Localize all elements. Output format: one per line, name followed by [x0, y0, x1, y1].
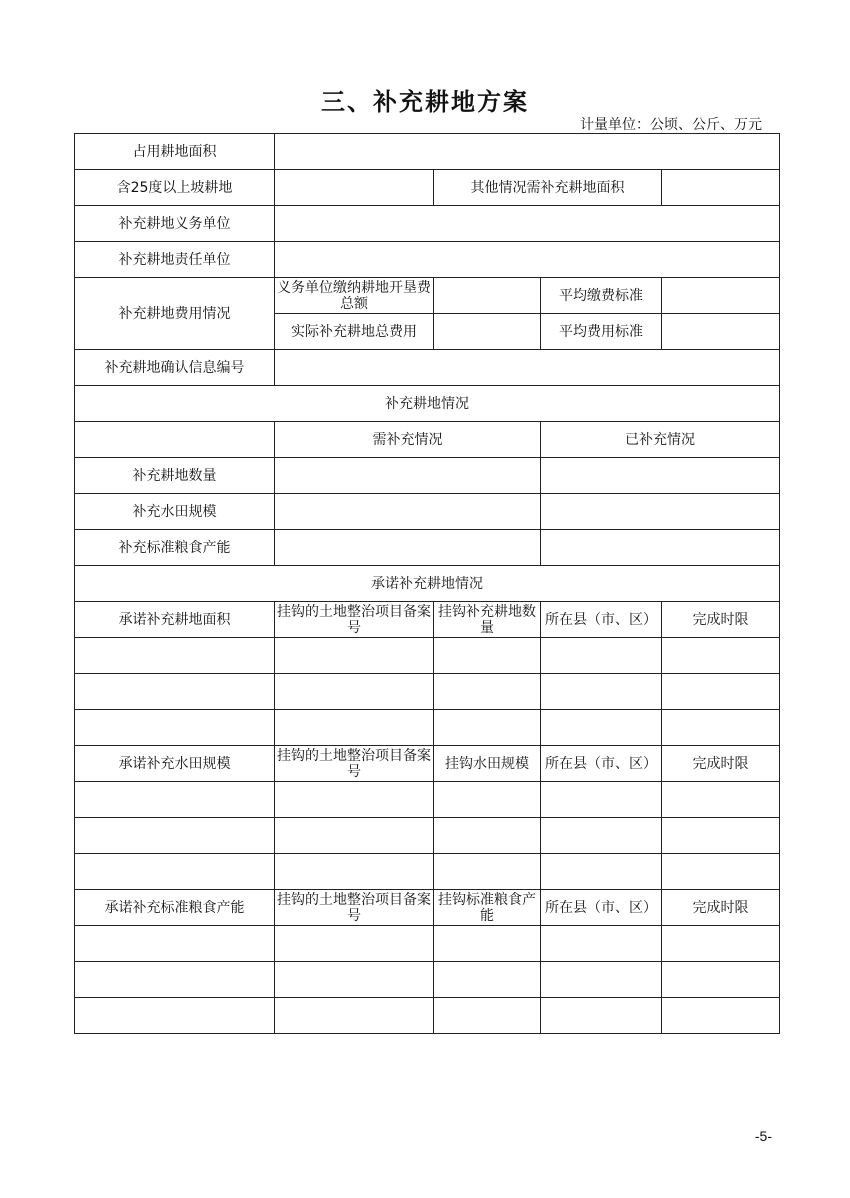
commit-paddy-col-county: 所在县（市、区）: [541, 746, 662, 782]
cell[interactable]: [662, 674, 780, 710]
cell[interactable]: [275, 674, 434, 710]
cell[interactable]: [434, 818, 541, 854]
cell[interactable]: [662, 638, 780, 674]
field-confirmation-code[interactable]: [275, 350, 780, 386]
cell[interactable]: [541, 926, 662, 962]
cell[interactable]: [541, 962, 662, 998]
commit-paddy-col-label: 承诺补充水田规模: [75, 746, 275, 782]
commit-grain-col-amount: 挂钩标准粮食产能: [434, 890, 541, 926]
label-actual-total-cost: 实际补充耕地总费用: [275, 314, 434, 350]
table-row: [75, 854, 780, 890]
cell[interactable]: [541, 998, 662, 1034]
field-avg-payment-standard[interactable]: [662, 278, 780, 314]
label-slope-over-25: 含25度以上坡耕地: [75, 170, 275, 206]
label-grain-capacity: 补充标准粮食产能: [75, 530, 275, 566]
label-supplement-quantity: 补充耕地数量: [75, 458, 275, 494]
label-responsible-unit: 补充耕地责任单位: [75, 242, 275, 278]
label-occupied-area: 占用耕地面积: [75, 134, 275, 170]
cell[interactable]: [275, 818, 434, 854]
commit-area-col-label: 承诺补充耕地面积: [75, 602, 275, 638]
commit-grain-col-project: 挂钩的土地整治项目备案号: [275, 890, 434, 926]
supplement-header-required: 需补充情况: [275, 422, 541, 458]
cell[interactable]: [541, 638, 662, 674]
cell[interactable]: [75, 710, 275, 746]
unit-note: 计量单位：公顷、公斤、万元: [580, 117, 762, 133]
cell[interactable]: [275, 854, 434, 890]
table-row: [75, 818, 780, 854]
field-paddy-completed[interactable]: [541, 494, 780, 530]
cell[interactable]: [662, 782, 780, 818]
cell[interactable]: [75, 854, 275, 890]
cell[interactable]: [275, 962, 434, 998]
cell[interactable]: [541, 710, 662, 746]
commitment-header-row-grain: [75, 890, 780, 926]
table-row: [75, 926, 780, 962]
cell[interactable]: [434, 782, 541, 818]
cell[interactable]: [434, 674, 541, 710]
commit-grain-col-county: 所在县（市、区）: [541, 890, 662, 926]
field-quantity-required[interactable]: [275, 458, 541, 494]
commitment-header-row-area: [75, 602, 780, 638]
field-paddy-required[interactable]: [275, 494, 541, 530]
table-row: [75, 782, 780, 818]
cell[interactable]: [662, 962, 780, 998]
field-reclamation-fee-total[interactable]: [434, 278, 541, 314]
cell[interactable]: [75, 818, 275, 854]
table-row: [75, 962, 780, 998]
field-avg-cost-standard[interactable]: [662, 314, 780, 350]
field-other-supplement-area[interactable]: [662, 170, 780, 206]
cell[interactable]: [75, 998, 275, 1034]
cell[interactable]: [541, 782, 662, 818]
label-paddy-scale: 补充水田规模: [75, 494, 275, 530]
cell[interactable]: [275, 926, 434, 962]
field-grain-completed[interactable]: [541, 530, 780, 566]
cell[interactable]: [275, 998, 434, 1034]
cell[interactable]: [275, 782, 434, 818]
label-reclamation-fee-total: 义务单位缴纳耕地开垦费总额: [275, 278, 434, 314]
commit-grain-col-deadline: 完成时限: [662, 890, 780, 926]
section-heading-supplement: 补充耕地情况: [75, 386, 780, 422]
cell[interactable]: [662, 710, 780, 746]
page-title: 三、补充耕地方案: [321, 88, 529, 116]
cell[interactable]: [434, 854, 541, 890]
commit-grain-col-label: 承诺补充标准粮食产能: [75, 890, 275, 926]
label-confirmation-code: 补充耕地确认信息编号: [75, 350, 275, 386]
field-occupied-area[interactable]: [275, 134, 780, 170]
field-quantity-completed[interactable]: [541, 458, 780, 494]
cell[interactable]: [275, 638, 434, 674]
field-slope-over-25[interactable]: [275, 170, 434, 206]
cell[interactable]: [434, 710, 541, 746]
supplement-header-blank: [75, 422, 275, 458]
table-row: [75, 998, 780, 1034]
field-actual-total-cost[interactable]: [434, 314, 541, 350]
field-obligation-unit[interactable]: [275, 206, 780, 242]
commit-area-col-amount: 挂钩补充耕地数量: [434, 602, 541, 638]
label-avg-payment-standard: 平均缴费标准: [541, 278, 662, 314]
label-obligation-unit: 补充耕地义务单位: [75, 206, 275, 242]
commit-area-col-county: 所在县（市、区）: [541, 602, 662, 638]
cell[interactable]: [75, 926, 275, 962]
field-grain-required[interactable]: [275, 530, 541, 566]
commit-paddy-col-project: 挂钩的土地整治项目备案号: [275, 746, 434, 782]
cell[interactable]: [541, 854, 662, 890]
cell[interactable]: [75, 782, 275, 818]
supplement-plan-form: [74, 133, 780, 1034]
cell[interactable]: [541, 674, 662, 710]
cell[interactable]: [434, 998, 541, 1034]
commitment-header-row-paddy: [75, 746, 780, 782]
commit-paddy-col-amount: 挂钩水田规模: [434, 746, 541, 782]
cell[interactable]: [75, 638, 275, 674]
section-heading-commitment: 承诺补充耕地情况: [75, 566, 780, 602]
cell[interactable]: [434, 926, 541, 962]
cell[interactable]: [541, 818, 662, 854]
field-responsible-unit[interactable]: [275, 242, 780, 278]
cell[interactable]: [75, 962, 275, 998]
label-cost-situation: 补充耕地费用情况: [75, 278, 275, 350]
commit-paddy-col-deadline: 完成时限: [662, 746, 780, 782]
table-row: [75, 638, 780, 674]
cell[interactable]: [662, 854, 780, 890]
cell[interactable]: [275, 710, 434, 746]
cell[interactable]: [662, 818, 780, 854]
label-other-supplement-area: 其他情况需补充耕地面积: [434, 170, 662, 206]
commit-area-col-project: 挂钩的土地整治项目备案号: [275, 602, 434, 638]
supplement-header-completed: 已补充情况: [541, 422, 780, 458]
cell[interactable]: [434, 962, 541, 998]
commit-area-col-deadline: 完成时限: [662, 602, 780, 638]
table-row: [75, 710, 780, 746]
table-row: [75, 674, 780, 710]
cell[interactable]: [662, 926, 780, 962]
label-avg-cost-standard: 平均费用标准: [541, 314, 662, 350]
cell[interactable]: [75, 674, 275, 710]
page-number: -5-: [754, 1128, 772, 1144]
cell[interactable]: [662, 998, 780, 1034]
cell[interactable]: [434, 638, 541, 674]
